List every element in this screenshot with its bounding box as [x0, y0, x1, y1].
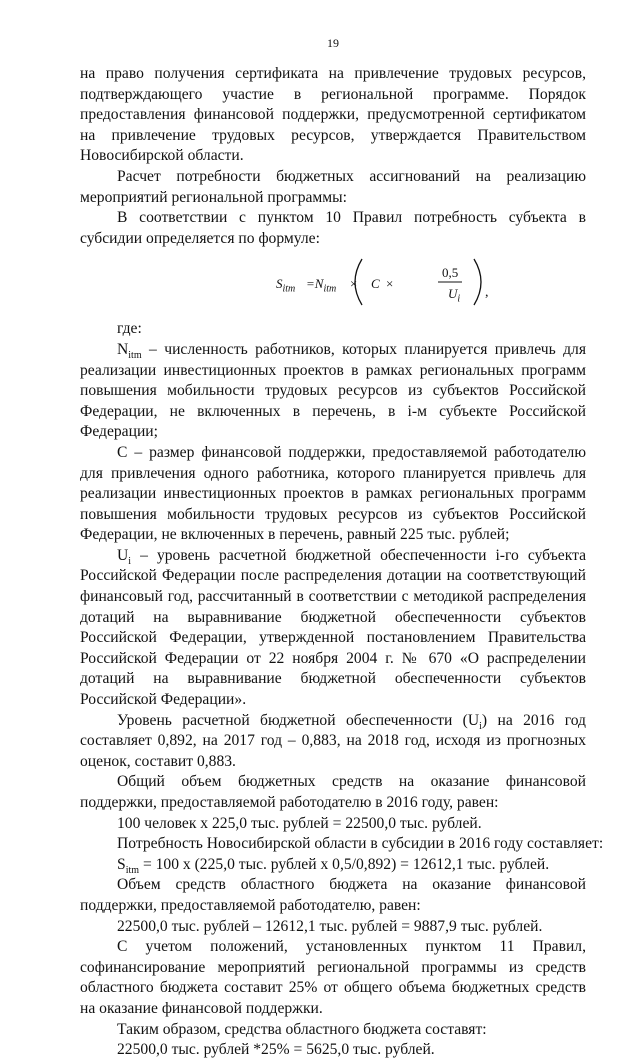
paragraph-certificate: на право получения сертификата на привлечение трудовых ресурсов, подтверждающего участие в региональной программе. Порядок предоставления финансовой поддержки, предусмотренной сертификатом на привлечение трудовых ресурсов, утверждается Правительством Новосибирской области.	[80, 65, 586, 165]
paragraph-regional-intro: Объем средств областного бюджета на оказание финансовой поддержки, предоставляемой работодателю, равен:	[80, 876, 586, 914]
formula-times-1: ×	[350, 276, 358, 292]
calculation-regional: 22500,0 тыс. рублей – 12612,1 тыс. рублей = 9887,9 тыс. рублей.	[117, 917, 543, 935]
symbol-n: $N_{itm}$	[117, 340, 142, 362]
formula-n-term: $=N_{itm}$	[306, 276, 337, 295]
definition-n-text: – численность работников, которых планируется привлечь для реализации инвестиционных проектов в рамках региональных программ повышения мобильности трудовых ресурсов из субъектов Российской Федерации, не включенных в перечень, в i-м субъекте Российской Федерации;	[80, 340, 586, 441]
formula-c: C	[371, 276, 380, 292]
paragraph-cofinancing: С учетом положений, установленных пунктом 11 Правил, софинансирование мероприятий региональной программы из средств областного бюджета составит 25% от общего объема бюджетных средств на оказание финансовой поддержки.	[80, 938, 586, 1017]
calculation-subsidy: $S_{itm} = 100$ х (225,0 тыс. рублей х 0,5/0,892) = 12612,1 тыс. рублей.	[117, 855, 550, 876]
formula-numerator: 0,5	[442, 265, 459, 281]
formula-lhs: $S_{itm}$	[276, 276, 296, 295]
page-number: 19	[327, 36, 339, 50]
calculation-regional-share: 22500,0 тыс. рублей *25% = 5625,0 тыс. рублей.	[117, 1041, 435, 1059]
definition-u-text: – уровень расчетной бюджетной обеспеченности i-го субъекта Российской Федерации после распределения дотации на соответствующий финансовый год, рассчитанный в соответствии с методикой распределения дотаций на выравнивание бюджетной обеспеченности субъектов Российской Федерации, утвержденной постановлением Правительства Российской Федерации от 22 ноября 2004 г. № 670 «О распределении дотаций на выравнивание бюджетной обеспеченности субъектов Российской Федерации».	[80, 546, 586, 709]
where-label: где:	[117, 320, 142, 338]
subsidy-formula	[80, 253, 586, 311]
paragraph-need-intro: Потребность Новосибирской области в субсидии в 2016 году составляет:	[117, 835, 604, 853]
paragraph-formula-intro: В соответствии с пунктом 10 Правил потребность субъекта в субсидии определяется по формуле:	[80, 209, 586, 247]
formula-denominator: $U_i$	[448, 286, 461, 305]
definition-c: С – размер финансовой поддержки, предоставляемой работодателю для привлечения одного работника, которого планируется привлечь для реализации инвестиционных проектов в рамках региональных программ повышения мобильности трудовых ресурсов из субъектов Российской Федерации, не включенных в перечень, равный 225 тыс. рублей;	[80, 443, 586, 544]
definition-n	[80, 340, 586, 443]
paragraph-u-level: Уровень расчетной бюджетной обеспеченности $(U_i)$ на 2016 год составляет 0,892, на 2017 год – 0,883, на 2018 год, исходя из прогнозных оценок, составит 0,883.	[80, 711, 586, 770]
calculation-total: 100 человек х 225,0 тыс. рублей = 22500,0 тыс. рублей.	[117, 814, 482, 832]
definition-u	[80, 546, 586, 711]
formula-comma: ,	[485, 285, 489, 301]
paragraph-total-intro: Общий объем бюджетных средств на оказание финансовой поддержки, предоставляемой работодателю в 2016 году, равен:	[80, 773, 586, 811]
symbol-u: $U_i$	[117, 546, 132, 567]
paragraph-calc-intro: Расчет потребности бюджетных ассигнований на реализацию мероприятий региональной программы:	[80, 167, 586, 206]
formula-times-2: ×	[386, 276, 394, 292]
paragraph-thus: Таким образом, средства областного бюджета составят:	[117, 1020, 487, 1038]
